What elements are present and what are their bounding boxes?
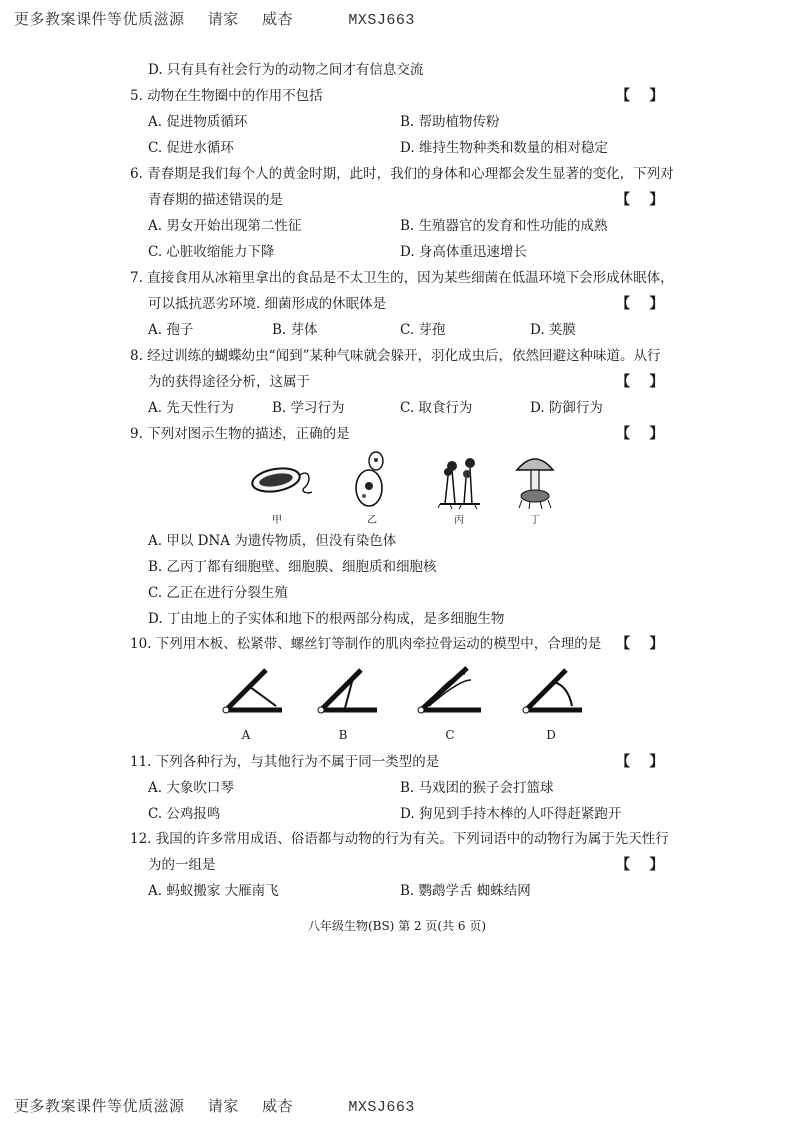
q12-stem-line2: 为的一组是	[148, 857, 216, 873]
q6-option-b[interactable]: B. 生殖器官的发育和性功能的成熟	[400, 218, 608, 234]
q11-stem: 11. 下列各种行为，与其他行为不属于同一类型的是	[130, 754, 440, 770]
watermark-contact1: 请家	[207, 1097, 239, 1115]
lever-model-b	[318, 670, 377, 713]
q10-label-c: C	[445, 728, 455, 742]
q7-answer-bracket[interactable]: 【 】	[616, 296, 664, 312]
q8-answer-bracket[interactable]: 【 】	[616, 374, 664, 390]
q9-option-b[interactable]: B. 乙丙丁都有细胞壁、细胞膜、细胞质和细胞核	[148, 559, 437, 575]
q8-option-d[interactable]: D. 防御行为	[530, 400, 603, 416]
q7-stem-line1: 7. 直接食用从冰箱里拿出的食品是不太卫生的，因为某些细菌在低温环境下会形成休眠体，	[130, 270, 674, 286]
q10-lever-models-figure	[220, 662, 600, 722]
q5-stem: 5. 动物在生物圈中的作用不包括	[130, 88, 323, 104]
watermark-contact2: 威杏	[262, 10, 294, 28]
q11-answer-bracket[interactable]: 【 】	[616, 754, 664, 770]
q5-option-d[interactable]: D. 维持生物种类和数量的相对稳定	[400, 140, 608, 156]
q10-label-b: B	[338, 728, 348, 742]
q12-stem-line1: 12. 我国的许多常用成语、俗语都与动物的行为有关。下列词语中的动物行为属于先天性行	[130, 831, 669, 847]
q11-option-b[interactable]: B. 马戏团的猴子会打篮球	[400, 780, 554, 796]
q9-stem: 9. 下列对图示生物的描述，正确的是	[130, 426, 350, 442]
q9-label-ding: 丁	[530, 515, 540, 526]
q6-stem-line2: 青春期的描述错误的是	[148, 192, 283, 208]
q5-option-a[interactable]: A. 促进物质循环	[148, 114, 248, 130]
q12-option-a[interactable]: A. 蚂蚁搬家 大雁南飞	[148, 883, 279, 899]
q9-label-jia: 甲	[272, 515, 282, 526]
watermark-text: 更多教案课件等优质滋源	[14, 1097, 185, 1115]
watermark-bottom	[14, 1095, 415, 1116]
q6-option-a[interactable]: A. 男女开始出现第二性征	[148, 218, 302, 234]
q9-option-a[interactable]: A. 甲以 DNA 为遗传物质，但没有染色体	[148, 533, 397, 549]
q7-option-c[interactable]: C. 芽孢	[400, 322, 446, 338]
q10-label-d: D	[546, 728, 556, 742]
watermark-code: MXSJ663	[348, 12, 415, 29]
q5-option-b[interactable]: B. 帮助植物传粉	[400, 114, 500, 130]
q6-answer-bracket[interactable]: 【 】	[616, 192, 664, 208]
mushroom-drawing	[517, 459, 553, 509]
q6-option-c[interactable]: C. 心脏收缩能力下降	[148, 244, 275, 260]
lever-model-a	[223, 670, 282, 713]
bacterium-drawing	[250, 465, 312, 495]
q11-option-c[interactable]: C. 公鸡报鸣	[148, 806, 221, 822]
q9-answer-bracket[interactable]: 【 】	[616, 426, 664, 442]
q10-label-a: A	[241, 728, 251, 742]
q7-stem-line2: 可以抵抗恶劣环境. 细菌形成的休眠体是	[148, 296, 387, 312]
yeast-drawing	[356, 452, 383, 506]
q8-option-a[interactable]: A. 先天性行为	[148, 400, 234, 416]
q8-stem-line1: 8. 经过训练的蝴蝶幼虫“闻到”某种气味就会躲开，羽化成虫后，依然回避这种味道。从行	[130, 348, 661, 364]
q12-option-b[interactable]: B. 鹦鹉学舌 蜘蛛结网	[400, 883, 531, 899]
q10-answer-bracket[interactable]: 【 】	[616, 636, 664, 652]
q6-stem-line1: 6. 青春期是我们每个人的黄金时期，此时，我们的身体和心理都会发生显著的变化，下列对	[130, 166, 674, 182]
watermark-top	[14, 8, 415, 29]
q6-option-d[interactable]: D. 身高体重迅速增长	[400, 244, 527, 260]
q9-option-d[interactable]: D. 丁由地上的子实体和地下的根两部分构成，是多细胞生物	[148, 611, 505, 627]
q5-answer-bracket[interactable]: 【 】	[616, 88, 664, 104]
watermark-text: 更多教案课件等优质滋源	[14, 10, 185, 28]
q11-option-d[interactable]: D. 狗见到手持木棒的人吓得赶紧跑开	[400, 806, 622, 822]
q7-option-d[interactable]: D. 荚膜	[530, 322, 576, 338]
q9-label-yi: 乙	[367, 515, 377, 526]
q8-option-c[interactable]: C. 取食行为	[400, 400, 473, 416]
q7-option-a[interactable]: A. 孢子	[148, 322, 194, 338]
mold-drawing	[438, 458, 480, 509]
lever-model-c	[418, 668, 481, 713]
lever-model-d	[523, 670, 582, 713]
watermark-code: MXSJ663	[348, 1099, 415, 1116]
q4-option-d: D. 只有具有社会行为的动物之间才有信息交流	[148, 62, 424, 78]
q10-stem: 10. 下列用木板、松紧带、螺丝钉等制作的肌肉牵拉骨运动的模型中，合理的是	[130, 636, 602, 652]
watermark-contact1: 请家	[207, 10, 239, 28]
q11-option-a[interactable]: A. 大象吹口琴	[148, 780, 234, 796]
page-footer: 八年级生物(BS) 第 2 页(共 6 页)	[307, 919, 487, 933]
q12-answer-bracket[interactable]: 【 】	[616, 857, 664, 873]
watermark-contact2: 威杏	[262, 1097, 294, 1115]
q9-label-bing: 丙	[454, 515, 464, 526]
q8-stem-line2: 为的获得途径分析，这属于	[148, 374, 310, 390]
q9-organisms-figure	[240, 448, 570, 510]
q5-option-c[interactable]: C. 促进水循环	[148, 140, 234, 156]
q7-option-b[interactable]: B. 芽体	[272, 322, 318, 338]
q9-option-c[interactable]: C. 乙正在进行分裂生殖	[148, 585, 288, 601]
q8-option-b[interactable]: B. 学习行为	[272, 400, 345, 416]
